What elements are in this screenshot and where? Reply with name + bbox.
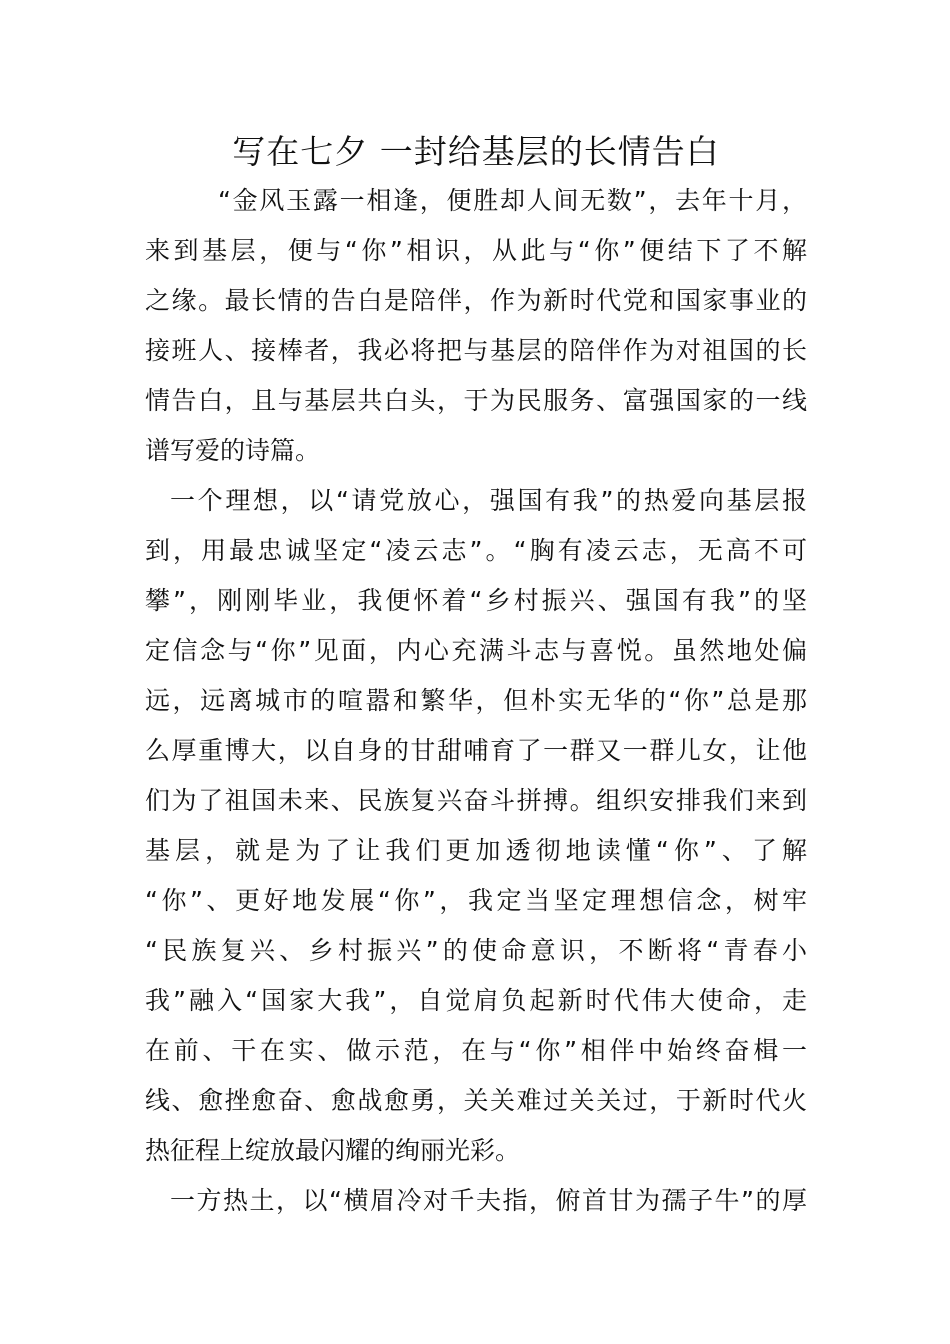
paragraph-1-line-3: 之缘。最长情的告白是陪伴，作为新时代党和国家事业的 xyxy=(145,286,807,315)
paragraph-1-line-1: “金风玉露一相逢，便胜却人间无数”，去年十月， xyxy=(218,186,807,215)
paragraph-2-line-7: 们为了祖国未来、民族复兴奋斗拼搏。组织安排我们来到 xyxy=(145,786,807,815)
paragraph-1-line-2: 来到基层，便与“你”相识，从此与“你”便结下了不解 xyxy=(145,236,807,265)
paragraph-3-line-1: 一方热土，以“横眉冷对千夫指，俯首甘为孺子牛”的厚 xyxy=(170,1186,807,1215)
paragraph-2-line-4: 定信念与“你”见面，内心充满斗志与喜悦。虽然地处偏 xyxy=(145,636,807,665)
paragraph-1-line-4: 接班人、接棒者，我必将把与基层的陪伴作为对祖国的长 xyxy=(145,336,807,365)
paragraph-2-line-11: 我”融入“国家大我”，自觉肩负起新时代伟大使命，走 xyxy=(145,986,807,1015)
paragraph-2-line-2: 到，用最忠诚坚定“凌云志”。“胸有凌云志，无高不可 xyxy=(145,536,807,565)
paragraph-2-line-5: 远，远离城市的喧嚣和繁华，但朴实无华的“你”总是那 xyxy=(145,686,807,715)
paragraph-2-line-6: 么厚重博大，以自身的甘甜哺育了一群又一群儿女，让他 xyxy=(145,736,807,765)
paragraph-2-line-13: 线、愈挫愈奋、愈战愈勇，关关难过关关过，于新时代火 xyxy=(145,1086,807,1115)
paragraph-2-line-9: “你”、更好地发展“你”，我定当坚定理想信念，树牢 xyxy=(145,886,807,915)
paragraph-2-line-1: 一个理想，以“请党放心，强国有我”的热爱向基层报 xyxy=(170,486,807,515)
paragraph-2-line-8: 基层，就是为了让我们更加透彻地读懂“你”、了解 xyxy=(145,836,807,865)
paragraph-2-line-10: “民族复兴、乡村振兴”的使命意识，不断将“青春小 xyxy=(145,936,807,965)
paragraph-1-line-6: 谱写爱的诗篇。 xyxy=(145,436,321,465)
document-title: 写在七夕 一封给基层的长情告白 xyxy=(232,132,720,171)
paragraph-2-line-3: 攀”，刚刚毕业，我便怀着“乡村振兴、强国有我”的坚 xyxy=(145,586,807,615)
paragraph-2-line-14: 热征程上绽放最闪耀的绚丽光彩。 xyxy=(145,1136,521,1165)
paragraph-2-line-12: 在前、干在实、做示范，在与“你”相伴中始终奋楫一 xyxy=(145,1036,807,1065)
paragraph-1-line-5: 情告白，且与基层共白头，于为民服务、富强国家的一线 xyxy=(145,386,807,415)
